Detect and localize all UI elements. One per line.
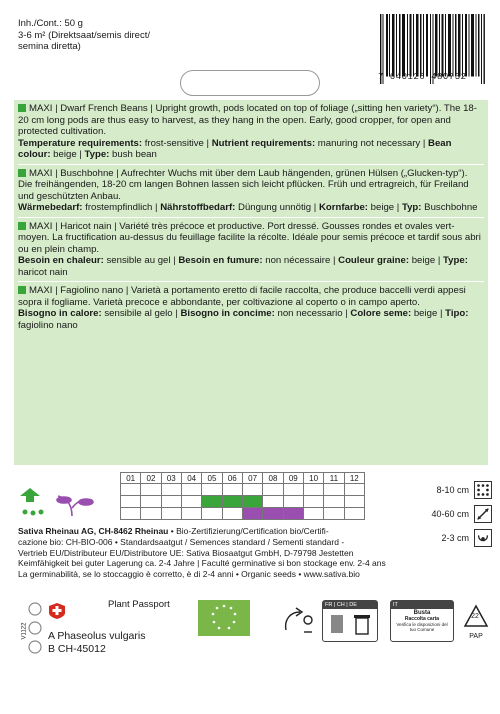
description-it (18, 282, 484, 334)
calendar-cell (345, 508, 365, 520)
calendar-cell (304, 496, 324, 508)
recycling-info (280, 598, 492, 662)
value: bush bean (109, 149, 157, 160)
spacing-info (412, 478, 492, 550)
label: Wärmebedarf: (18, 202, 83, 213)
content-weight: Inh./Cont.: 50 g (18, 18, 83, 29)
bullet-square-icon (18, 104, 26, 112)
calendar-row (120, 496, 365, 508)
calendar-month: 06 (223, 472, 243, 484)
company-line: Keimfähigkeit bei guter Lagerung ca. 2-4 Jahre | Faculté germinative si bon stockage env. 2-4 ans (18, 558, 386, 569)
calendar-cell (324, 508, 344, 520)
calendar-cell (324, 496, 344, 508)
label: Kornfarbe: (318, 202, 368, 213)
calendar-month: 12 (345, 472, 365, 484)
busta-note: Verifica le disposizioni del tuo Comune (396, 622, 448, 633)
triman-icon (280, 602, 318, 636)
seed-grid-icon (474, 481, 492, 499)
calendar-cell (162, 484, 182, 496)
description-en (18, 100, 484, 165)
recycle-bin-icon (353, 613, 371, 635)
value: sensible au gel | (103, 255, 179, 266)
company-line: cazione bio: CH-BIO-006 • Standardsaatgut / Semences standard / Sementi standard - (18, 536, 345, 547)
value: non necessario | (274, 308, 351, 319)
eu-organic-logo (198, 600, 250, 636)
passport-a: A Phaseolus vulgaris (48, 630, 146, 642)
intro-text: MAXI | Buschbohne | Aufrechter Wuchs mit über dem Laub hängenden, grünen Hülsen („Glucken-typ“). Die freihängenden, 18-20 cm langen Bohnen lassen sich leicht pflücken. Früh und ertragreich, für Freiland und geschützten Anbau. (18, 167, 469, 202)
calendar-month: 02 (141, 472, 161, 484)
description-de (18, 165, 484, 218)
company-info (18, 526, 408, 580)
bottom-margin (0, 683, 500, 714)
spacing-value: 2-3 cm (441, 533, 469, 543)
value: fagiolino nano (18, 319, 78, 331)
intro-text: MAXI | Fagiolino nano | Varietà a portamento eretto di facile raccolta, che produce baccelli verdi appesi sopra il fogliame. Varietà precoce e abbondante, per coltivazione al coperto o in campo aperto. (18, 285, 466, 308)
area-info: 3-6 m² (Direktsaat/semis direct/ (18, 29, 150, 41)
barcode-number: 7 640126 480732 (378, 72, 467, 82)
value: frostempfindlich | (82, 202, 161, 213)
calendar-cell (182, 496, 202, 508)
hang-hole (180, 70, 320, 96)
calendar-cell (304, 484, 324, 496)
label: Besoin en chaleur: (18, 255, 104, 266)
calendar-cell (120, 508, 141, 520)
calendar-month: 10 (304, 472, 324, 484)
calendar-cell (345, 484, 365, 496)
value: non nécessaire | (262, 255, 339, 266)
pap-logo (462, 604, 490, 642)
company-line: La germinabilità, se lo stoccaggio è corretto, è di 2-4 anni • Organic seeds • www.sativa.bio (18, 569, 360, 580)
value: beige | (411, 308, 446, 319)
intro-text: MAXI | Haricot nain | Variété très précoce et productive. Port dressé. Gousses rondes et ovales vert-moyen. La fructification au-dessus du feuillage facilite la récolte. Idéale pour semis précoce et tardif sous abri ou en plein champ. (18, 220, 481, 255)
intro-text: MAXI | Dwarf French Beans | Upright growth, pods located on top of foliage („sitting hen variety“). The 18-20 cm long pods are thus easy to harvest, as they hang in the open. Early, good cropper, for open and protected cultivation. (18, 103, 477, 137)
label: Tipo: (445, 308, 469, 319)
description-box (14, 100, 488, 465)
label: Colore seme: (350, 308, 412, 319)
certification-text: • Bio-Zertifizierung/Certification bio/Certifi- (168, 526, 329, 536)
label: Temperature requirements: (18, 137, 143, 149)
paper-bag-icon (329, 613, 345, 635)
busta-label: Busta (413, 610, 431, 616)
calendar-cell (263, 484, 283, 496)
label: Besoin en fumure: (178, 255, 263, 266)
bullet-square-icon (18, 222, 26, 230)
recycle-box-fr (322, 600, 378, 642)
calendar-cell (284, 484, 304, 496)
calendar-month: 01 (120, 472, 141, 484)
value: sensibile al gelo | (101, 308, 181, 319)
calendar-cell (202, 484, 222, 496)
country-code-it: IT (391, 601, 453, 609)
label: Nutrient requirements: (211, 137, 316, 149)
calendar-months (120, 472, 365, 484)
calendar-cell (202, 508, 222, 520)
spacing-value: 8-10 cm (436, 485, 469, 495)
calendar-cell (243, 484, 263, 496)
value: beige | (409, 255, 444, 266)
description-fr (18, 218, 484, 283)
label: Typ: (401, 202, 422, 213)
value: beige | (367, 202, 402, 213)
calendar-month: 07 (243, 472, 263, 484)
calendar-month: 08 (263, 472, 283, 484)
harvest-period-cell (284, 508, 304, 520)
label: Couleur graine: (338, 255, 410, 266)
plant-passport (18, 598, 258, 662)
harvest-period-cell (243, 508, 263, 520)
value: Düngung unnötig | (235, 202, 319, 213)
country-codes: FR | CH | DE (323, 601, 377, 609)
value: haricot nain (18, 266, 68, 278)
calendar-cell (141, 496, 161, 508)
calendar-cell (345, 496, 365, 508)
busta-sub: Raccolta carta (404, 616, 440, 622)
swiss-flag-icon (48, 602, 66, 620)
header-area (0, 0, 500, 100)
calendar-cell (182, 508, 202, 520)
company-line: Vertrieb EU/Distributeur EU/Distributore UE: Sativa Biosaatgut GmbH, D-79798 Jestetten (18, 547, 354, 558)
harvest-period-cell (263, 508, 283, 520)
value: Buschbohne (421, 202, 478, 213)
pap-label: PAP (469, 633, 483, 640)
calendar-row (120, 484, 365, 496)
content-info (18, 18, 150, 53)
calendar-month: 03 (162, 472, 182, 484)
calendar-cell (182, 484, 202, 496)
calendar-cell (284, 496, 304, 508)
calendar-cell (263, 496, 283, 508)
label: Nährstoffbedarf: (160, 202, 236, 213)
company-line (18, 526, 408, 537)
calendar-month: 11 (324, 472, 344, 484)
pap-number: 22 (471, 613, 479, 620)
calendar-month: 04 (182, 472, 202, 484)
sowing-icon (20, 488, 44, 516)
calendar-month: 05 (202, 472, 222, 484)
value: frost-sensitive | (142, 137, 212, 149)
side-code: V1122 (21, 622, 28, 640)
sowing-depth-icon (474, 529, 492, 547)
sowing-period-cell (223, 496, 243, 508)
company-name: Sativa Rheinau AG, CH-8462 Rheinau (18, 526, 169, 536)
bullet-square-icon (18, 169, 26, 177)
row-distance-icon (474, 505, 492, 523)
value: beige | (50, 149, 85, 160)
recycle-box-it (390, 600, 454, 642)
sowing-period-cell (243, 496, 263, 508)
calendar-cell (223, 484, 243, 496)
passport-b: B CH-45012 (48, 643, 106, 655)
label: Type: (84, 149, 110, 160)
calendar-cell (141, 508, 161, 520)
spacing-row (412, 502, 492, 526)
sowing-period-cell (202, 496, 222, 508)
area-info-2: semina diretta) (18, 41, 81, 52)
harvest-icon (57, 496, 93, 516)
eu-flag-icon (26, 600, 44, 660)
value: manuring not necessary | (315, 137, 429, 149)
calendar-cell (120, 484, 141, 496)
label: Type: (443, 255, 468, 266)
calendar-cell (162, 496, 182, 508)
spacing-row (412, 526, 492, 550)
calendar-cell (324, 484, 344, 496)
label: Bisogno in calore: (18, 308, 102, 319)
spacing-value: 40-60 cm (431, 509, 469, 519)
calendar-month: 09 (284, 472, 304, 484)
passport-title: Plant Passport (108, 599, 170, 610)
bullet-square-icon (18, 286, 26, 294)
spacing-row (412, 478, 492, 502)
calendar-cell (120, 496, 141, 508)
calendar-cell (223, 508, 243, 520)
calendar-cell (304, 508, 324, 520)
calendar-row (120, 508, 365, 520)
sowing-harvest-icons (20, 486, 100, 520)
label: Bean colour: (18, 137, 452, 160)
label: Bisogno in concime: (180, 308, 275, 319)
calendar-cell (162, 508, 182, 520)
calendar-cell (141, 484, 161, 496)
sowing-calendar (120, 472, 365, 520)
